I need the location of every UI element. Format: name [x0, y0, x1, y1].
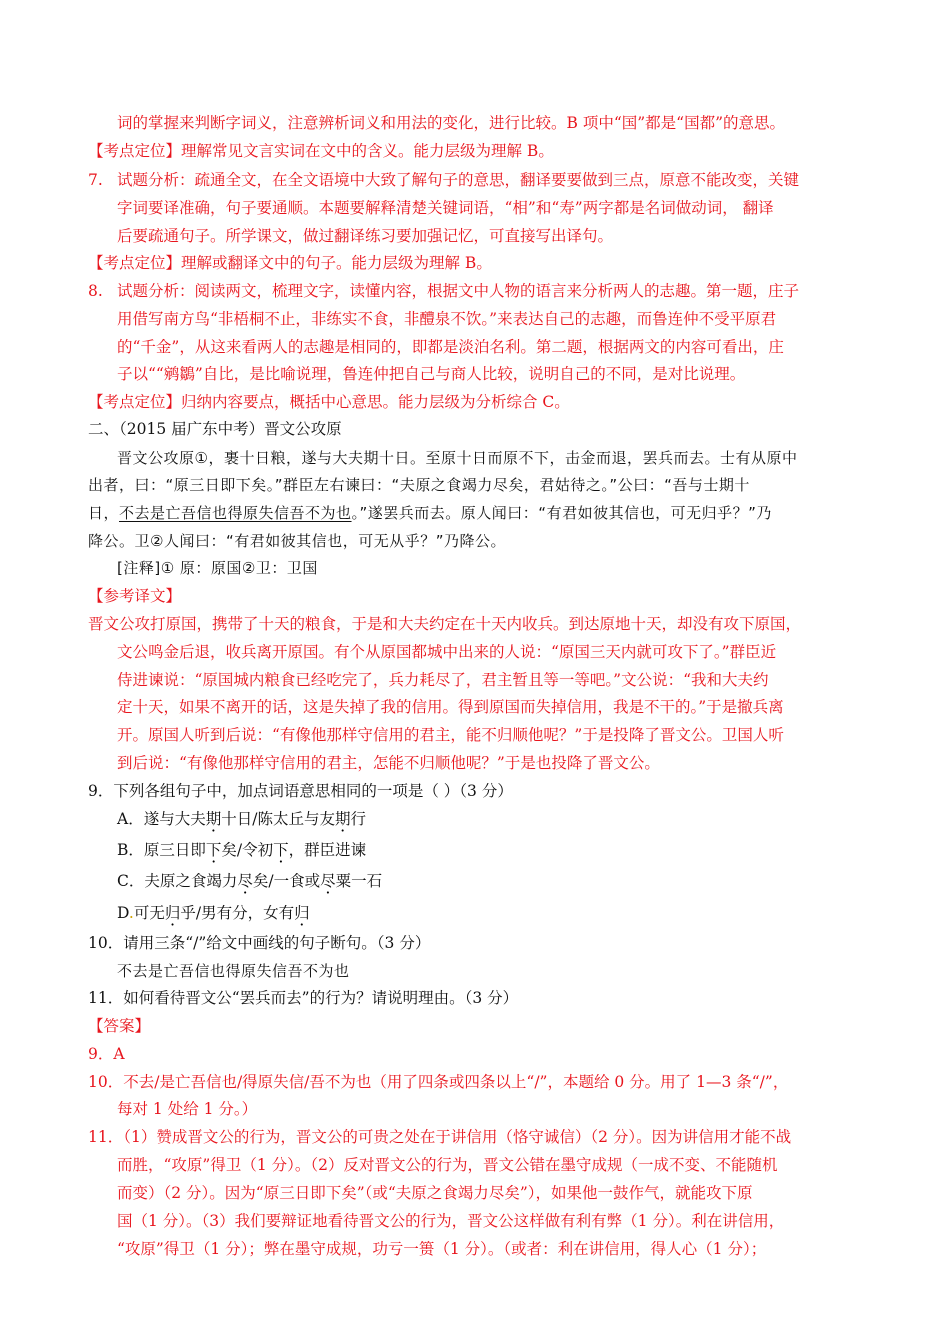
analysis-8-line-3: 的“千金”，从这来看两人的志趣是相同的，即都是淡泊名利。第二题，根据两文的内容可看出，庄	[117, 338, 784, 356]
passage-line-1: 晋文公攻原①，裹十日粮，遂与大夫期十日。至原十日而原不下，击金而退，罢兵而去。士有从原中	[117, 449, 798, 467]
analysis-7-line-3: 后要疏通句子。所学课文，做过翻译练习要加强记忆，可直接写出译句。	[117, 227, 614, 245]
option-c: C．夫原之食竭力尽矣/一食或尽粟一石	[117, 872, 383, 890]
question-9-stem: 9．下列各组句子中，加点词语意思相同的一项是（ ）（3 分）	[88, 782, 513, 800]
passage-line-4: 降公。卫②人闻曰：“有君如彼其信也，可无从乎？”乃降公。	[88, 532, 506, 550]
dotted-word: 归	[164, 904, 181, 922]
underlined-sentence: 不去是亡吾信也得原失信吾不为也	[119, 504, 352, 522]
translation-line-1: 晋文公攻打原国，携带了十天的粮食，于是和大夫约定在十天内收兵。到达原地十天，却没有攻下原国，	[88, 615, 802, 633]
passage-line-3-start: 日，	[88, 504, 120, 522]
passage-line-2: 出者，曰：“原三日即下矣。”群臣左右谏曰：“夫原之食竭力尽矣，君姑待之。”公曰：“吾与士期十	[88, 476, 750, 494]
analysis-7-line-2: 字词要译准确，句子要通顺。本题要解释清楚关键词语，“相”和“寿”两字都是名词做动词， 翻译	[117, 199, 774, 217]
passage-line-3	[88, 503, 772, 523]
exam-point-7: 【考点定位】理解或翻译文中的句子。能力层级为理解 B。	[88, 254, 492, 272]
exam-point-6: 【考点定位】理解常见文言实词在文中的含义。能力层级为理解 B。	[88, 142, 554, 160]
answer-10-line-1: 10．不去/是亡吾信也/得原失信/吾不为也（用了四条或四条以上“/”，本题给 0 分。用了 1—3 条“/”，	[88, 1073, 789, 1091]
analysis-8-line-4: 子以““鹓鶵”自比，是比喻说理，鲁连仲把自己与商人比较，说明自己的不同，是对比说理。	[117, 365, 746, 383]
translation-line-5: 开。原国人听到后说：“有像他那样守信用的君主，能不归顺他呢？”于是投降了晋文公。卫国人听	[117, 726, 784, 744]
answer-11-line-4: 国（1 分）。（3）我们要辩证地看待晋文公的行为，晋文公这样做有利有弊（1 分）。利在讲信用，	[117, 1212, 785, 1230]
dotted-word: 期	[334, 810, 351, 828]
analysis-8-line-2: 用借写南方鸟“非梧桐不止，非练实不食，非醴泉不饮。”来表达自己的志趣，而鲁连仲不受平原君	[117, 310, 777, 328]
analysis-6-continued: 词的掌握来判断字词义，注意辨析词义和用法的变化，进行比较。B 项中“国”都是“国都”的意思。	[117, 114, 786, 132]
dotted-word: 尽	[237, 872, 253, 890]
translation-line-2: 文公鸣金后退，收兵离开原国。有个从原国都城中出来的人说：“原国三天内就可攻下了。”群臣近	[117, 643, 777, 661]
translation-line-3: 侍进谏说：“原国城内粮食已经吃完了，兵力耗尽了，君主暂且等一等吧。”文公说：“我和大夫约	[117, 671, 769, 689]
answer-11-line-2: 而胜，“攻原”得卫（1 分）。（2）反对晋文公的行为，晋文公错在墨守成规（一成不变、不能随机	[117, 1156, 778, 1174]
answers-heading: 【答案】	[88, 1017, 151, 1035]
passage-line-3-end: 。”遂罢兵而去。原人闻曰：“有君如彼其信也，可无归乎？”乃	[351, 504, 772, 522]
answer-11-line-1: 11．（1）赞成晋文公的行为，晋文公的可贵之处在于讲信用（恪守诚信）（2 分）。因为讲信用才能不战	[88, 1128, 792, 1146]
analysis-7-number: 7.	[88, 171, 103, 189]
dotted-word: 归	[294, 904, 310, 922]
translation-line-4: 定十天，如果不离开的话，这是失掉了我的信用。得到原国而失掉信用，我是不干的。”于是撤兵离	[117, 698, 784, 716]
answer-10-line-2: 每对 1 处给 1 分。）	[117, 1100, 258, 1118]
analysis-7-line-1: 试题分析：疏通全文，在全文语境中大致了解句子的意思，翻译要要做到三点，原意不能改变，关键	[117, 171, 800, 189]
answer-9: 9．A	[88, 1045, 125, 1063]
exam-point-8: 【考点定位】归纳内容要点，概括中心意思。能力层级为分析综合 C。	[88, 393, 570, 411]
analysis-8-number: 8.	[88, 282, 103, 300]
answer-11-line-3: 而变）（2 分）。因为“原三日即下矣”（或“夫原之食竭力尽矣”），如果他一鼓作气，就能攻下原	[117, 1184, 753, 1202]
dotted-word: 期	[205, 810, 222, 828]
translation-heading: 【参考译文】	[88, 587, 182, 605]
option-d: D.可无归乎/男有分，女有归	[117, 904, 310, 922]
section-2-heading: 二、（2015 届广东中考）晋文公攻原	[88, 420, 342, 438]
translation-line-6: 到后说：“有像他那样守信用的君主，怎能不归顺他呢？”于是也投降了晋文公。	[117, 754, 660, 772]
dotted-word: 下	[205, 841, 222, 859]
analysis-8-line-1: 试题分析：阅读两文，梳理文字，读懂内容，根据文中人物的语言来分析两人的志趣。第一题，庄子	[117, 282, 800, 300]
question-10-sentence: 不去是亡吾信也得原失信吾不为也	[117, 962, 350, 980]
dotted-word: 尽	[320, 872, 336, 890]
question-11-stem: 11．如何看待晋文公“罢兵而去”的行为？请说明理由。（3 分）	[88, 989, 519, 1007]
dotted-word: 下	[273, 841, 289, 859]
option-a: A．遂与大夫期十日/陈太丘与友期行	[117, 810, 366, 828]
answer-11-line-5: “攻原”得卫（1 分）；弊在墨守成规，功亏一篑（1 分）。（或者：利在讲信用，得人心（1 分）；	[117, 1240, 767, 1258]
passage-note: [注释]① 原：原国②卫：卫国	[117, 559, 318, 577]
question-10-stem: 10．请用三条“/”给文中画线的句子断句。（3 分）	[88, 934, 431, 952]
option-b: B．原三日即下矣/令初下，群臣进谏	[117, 841, 367, 859]
